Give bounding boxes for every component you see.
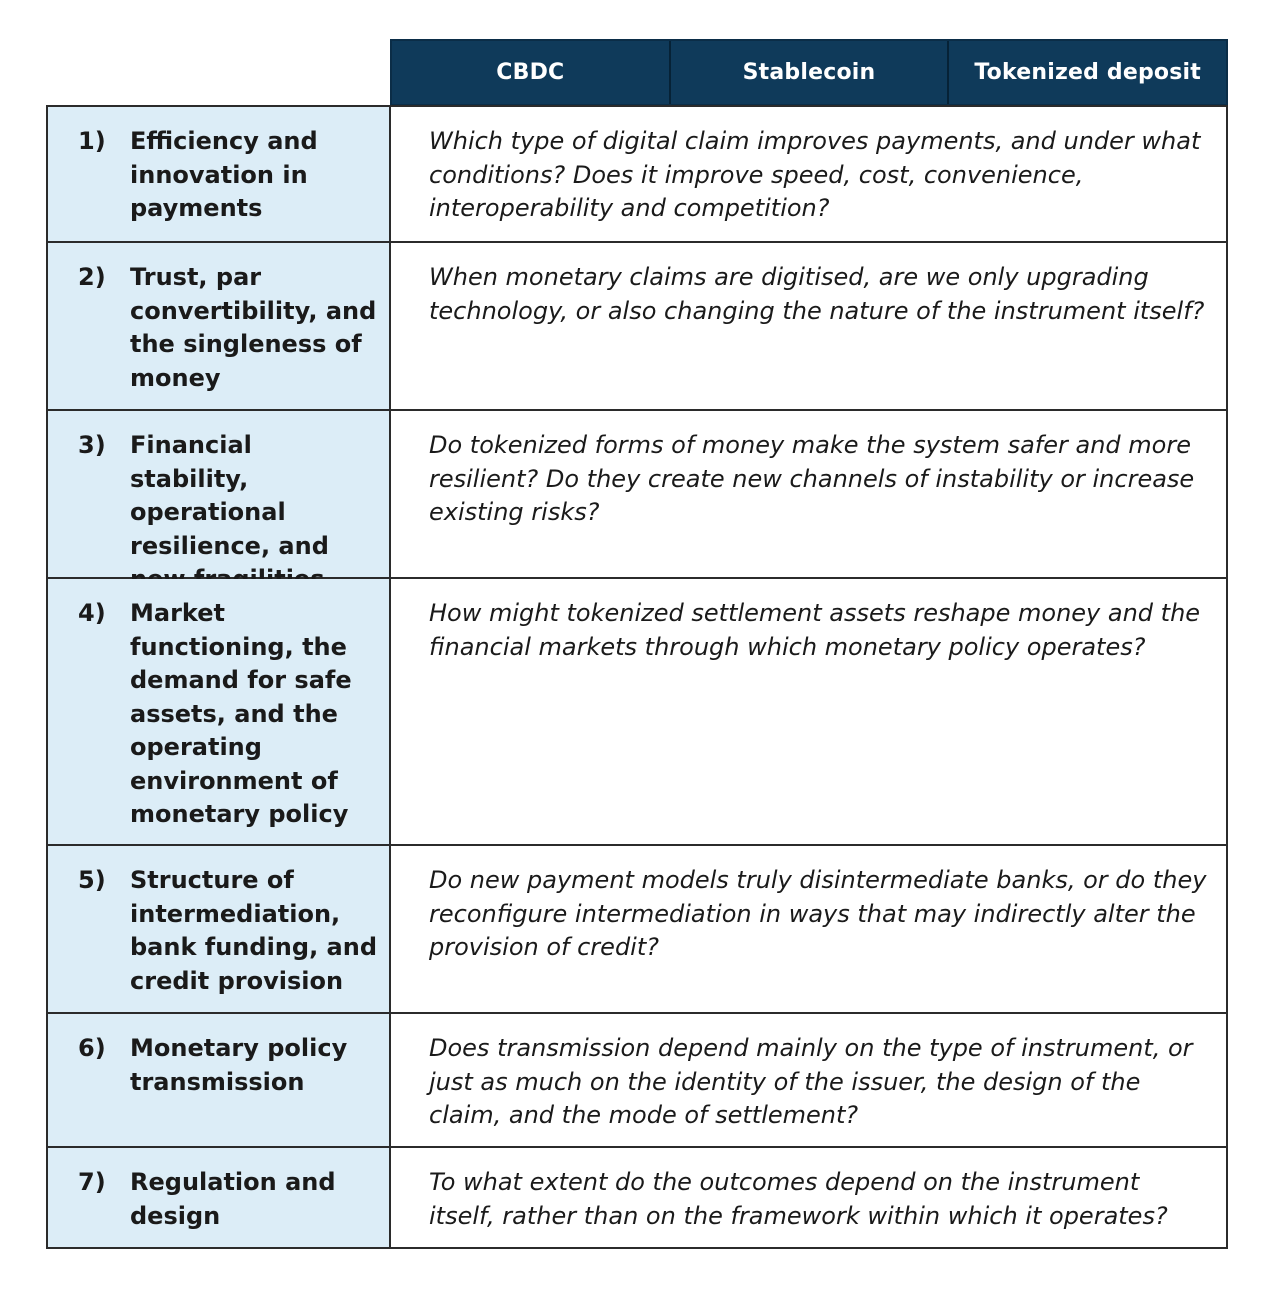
row-topic-cell [48,1014,391,1146]
row-number: 3) [78,431,106,459]
row-question: Do new payment models truly disintermediate banks, or do they reconfigure intermediation in ways that may indirectly alter the provision of credit? [429,866,1207,961]
row-topic: Market functioning, the demand for safe assets, and the operating environment of monetary policy [130,599,352,828]
row-question: When monetary claims are digitised, are we only upgrading technology, or also changing the nature of the instrument itself? [429,263,1205,325]
row-question: Does transmission depend mainly on the type of instrument, or just as much on the identity of the issuer, the design of the claim, and the mode of settlement? [429,1034,1193,1129]
row-topic: Regulation and design [130,1168,336,1230]
row-number: 4) [78,599,106,627]
table-row [48,577,1226,844]
row-question: Do tokenized forms of money make the system safer and more resilient? Do they create new channels of instability or increase existing risks? [429,431,1195,526]
row-topic-cell [48,243,391,409]
row-topic-cell [48,846,391,1012]
row-topic: Trust, par convertibility, and the singleness of money [130,263,377,392]
column-header-cbdc: CBDC [392,41,671,104]
table-row [48,1012,1226,1146]
column-header-row [390,39,1228,106]
row-topic: Efficiency and innovation in payments [130,127,318,222]
table-row [48,409,1226,577]
row-topic: Financial stability, operational resilience, and [130,431,329,560]
row-topic-cell [48,107,391,241]
table-row [48,241,1226,409]
column-header-stablecoin: Stablecoin [671,41,950,104]
row-topic-cell [48,579,391,844]
table-row [48,1146,1226,1247]
row-topic: Structure of intermediation, bank funding, and credit provision [130,866,377,995]
column-header-tokenized-deposit: Tokenized deposit [974,60,1201,85]
row-question: To what extent do the outcomes depend on the instrument itself, rather than on the framework within which it operates? [429,1168,1168,1230]
row-number: 2) [78,263,106,291]
row-topic: Monetary policy transmission [130,1034,348,1096]
table-row [48,844,1226,1012]
comparison-table [46,105,1228,1249]
table-row [48,107,1226,241]
row-question: Which type of digital claim improves payments, and under what conditions? Does it improve speed, cost, convenience, interoperability and competition? [429,127,1201,222]
row-number: 7) [78,1168,106,1196]
row-topic-cell [48,1148,391,1247]
row-number: 1) [78,127,106,155]
row-question: How might tokenized settlement assets reshape money and the financial markets through which monetary policy operates? [429,599,1201,661]
row-number: 6) [78,1034,106,1062]
row-topic-cell [48,411,391,577]
row-number: 5) [78,866,106,894]
